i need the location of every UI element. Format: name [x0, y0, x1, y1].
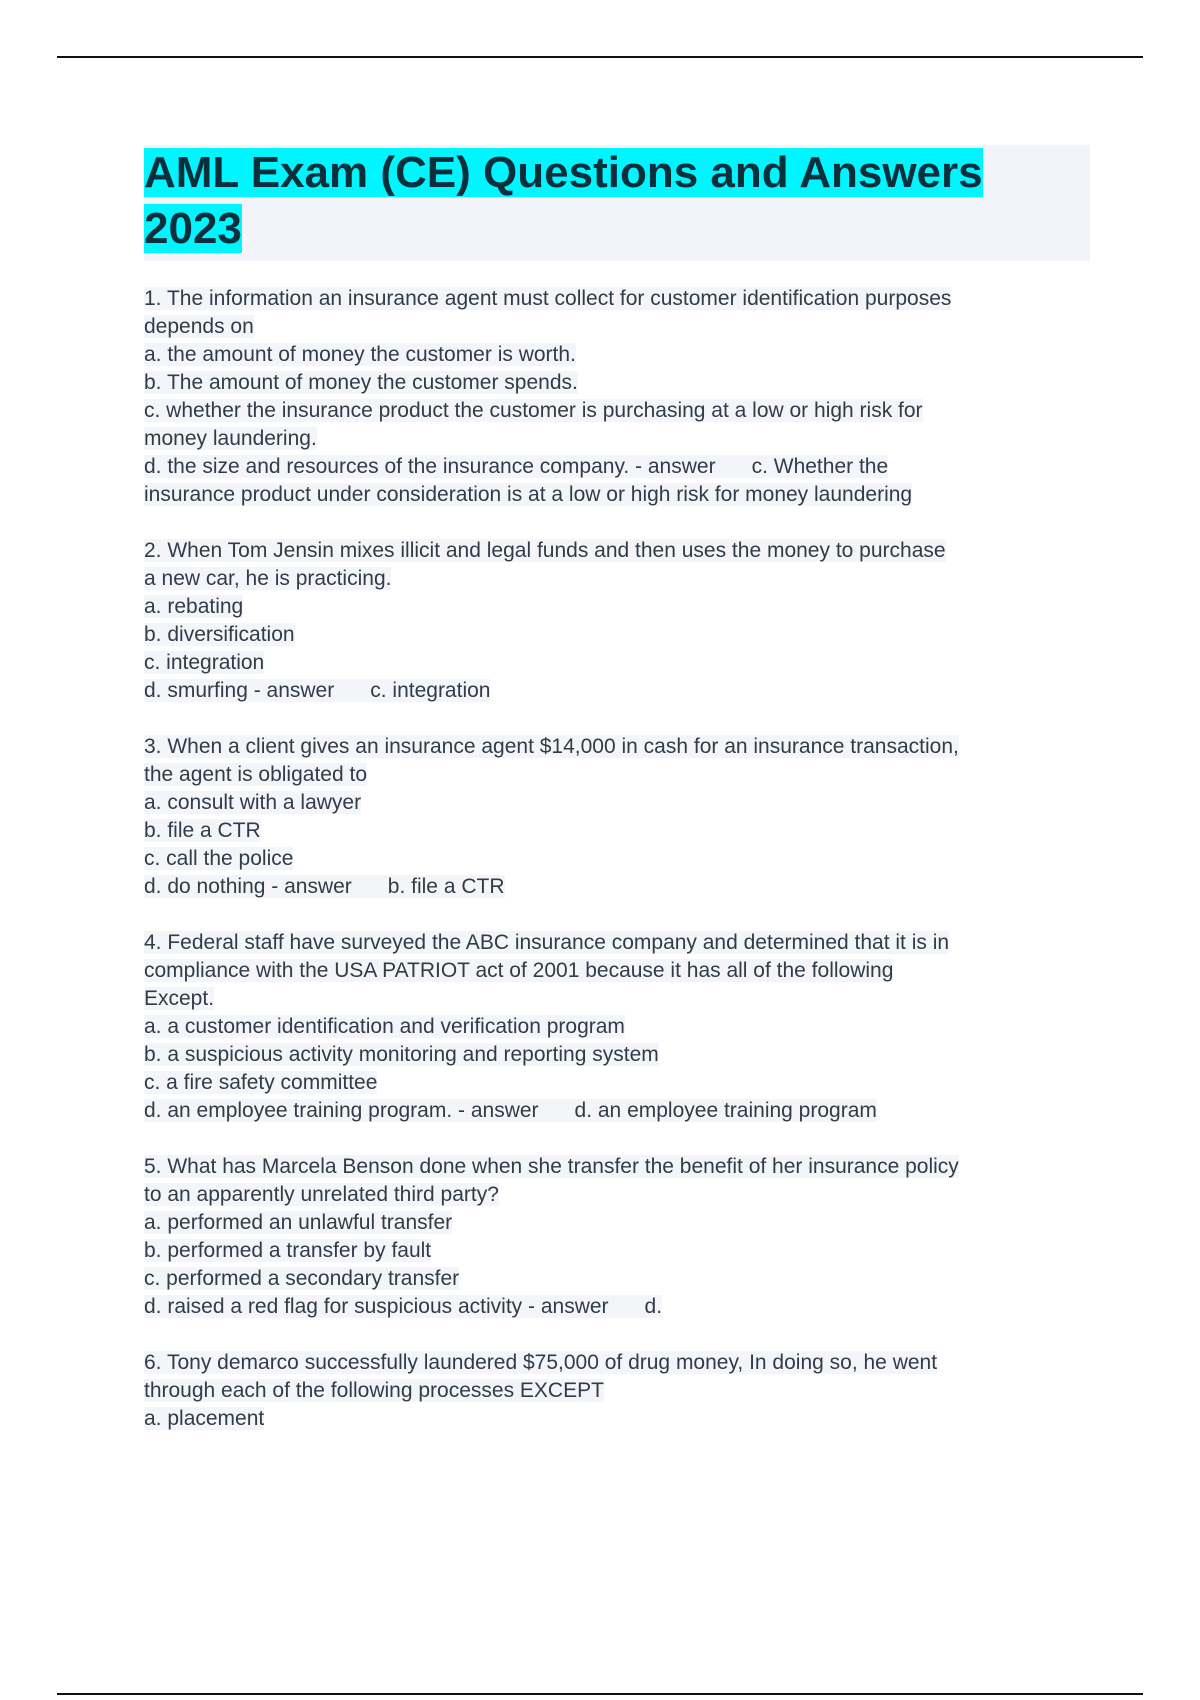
question-prompt: compliance with the USA PATRIOT act of 2001 because it has all of the following	[144, 959, 894, 982]
question-prompt: the agent is obligated to	[144, 763, 368, 786]
question-prompt: 5. What has Marcela Benson done when she transfer the benefit of her insurance policy	[144, 1155, 959, 1178]
answer-option: c. call the police	[144, 847, 294, 870]
answer-option: c. integration	[144, 651, 265, 674]
answer-option: b. performed a transfer by fault	[144, 1239, 432, 1262]
answer-option: a. performed an unlawful transfer	[144, 1211, 453, 1234]
question-prompt: 6. Tony demarco successfully laundered $75,000 of drug money, In doing so, he went	[144, 1351, 938, 1374]
answer-lead: d. smurfing - answer	[144, 679, 335, 702]
question-1	[144, 285, 1090, 509]
question-6	[144, 1349, 1090, 1433]
question-4	[144, 929, 1090, 1125]
title-line-2: 2023	[144, 204, 242, 253]
question-prompt: 2. When Tom Jensin mixes illicit and legal funds and then uses the money to purchase	[144, 539, 946, 562]
document-body	[144, 145, 1090, 1461]
question-prompt: Except.	[144, 987, 215, 1010]
answer-option: b. The amount of money the customer spends.	[144, 371, 578, 394]
question-prompt: through each of the following processes EXCEPT	[144, 1379, 604, 1402]
answer-option: c. a fire safety committee	[144, 1071, 378, 1094]
correct-answer: c. integration	[370, 679, 491, 702]
title-block	[144, 145, 1090, 261]
answer-option: a. placement	[144, 1407, 265, 1430]
answer-option: c. whether the insurance product the customer is purchasing at a low or high risk for	[144, 399, 923, 422]
answer-lead: d. the size and resources of the insurance company. - answer	[144, 455, 716, 478]
question-prompt: to an apparently unrelated third party?	[144, 1183, 499, 1206]
title-line-1: AML Exam (CE) Questions and Answers	[144, 148, 983, 197]
answer-option: money laundering.	[144, 427, 317, 450]
question-2	[144, 537, 1090, 705]
answer-option: c. performed a secondary transfer	[144, 1267, 460, 1290]
question-5	[144, 1153, 1090, 1321]
answer-option: a. a customer identification and verification program	[144, 1015, 625, 1038]
question-prompt: depends on	[144, 315, 254, 338]
bottom-rule	[57, 1693, 1143, 1695]
correct-answer: d.	[644, 1295, 663, 1318]
answer-option: b. a suspicious activity monitoring and reporting system	[144, 1043, 659, 1066]
question-3	[144, 733, 1090, 901]
answer-option: b. file a CTR	[144, 819, 261, 842]
top-rule	[57, 56, 1143, 58]
question-prompt: 1. The information an insurance agent must collect for customer identification purposes	[144, 287, 952, 310]
correct-answer: c. Whether the	[751, 455, 889, 478]
answer-option: a. the amount of money the customer is worth.	[144, 343, 576, 366]
question-prompt: 4. Federal staff have surveyed the ABC insurance company and determined that it is in	[144, 931, 950, 954]
correct-answer-continued: insurance product under consideration is at a low or high risk for money laundering	[144, 483, 913, 506]
question-prompt: a new car, he is practicing.	[144, 567, 392, 590]
correct-answer: b. file a CTR	[387, 875, 505, 898]
correct-answer: d. an employee training program	[574, 1099, 877, 1122]
answer-option: a. consult with a lawyer	[144, 791, 362, 814]
question-prompt: 3. When a client gives an insurance agent $14,000 in cash for an insurance transaction,	[144, 735, 959, 758]
page-title	[144, 145, 1090, 257]
answer-lead: d. do nothing - answer	[144, 875, 352, 898]
answer-option: a. rebating	[144, 595, 244, 618]
answer-lead: d. an employee training program. - answer	[144, 1099, 539, 1122]
answer-lead: d. raised a red flag for suspicious activity - answer	[144, 1295, 609, 1318]
answer-option: b. diversification	[144, 623, 295, 646]
